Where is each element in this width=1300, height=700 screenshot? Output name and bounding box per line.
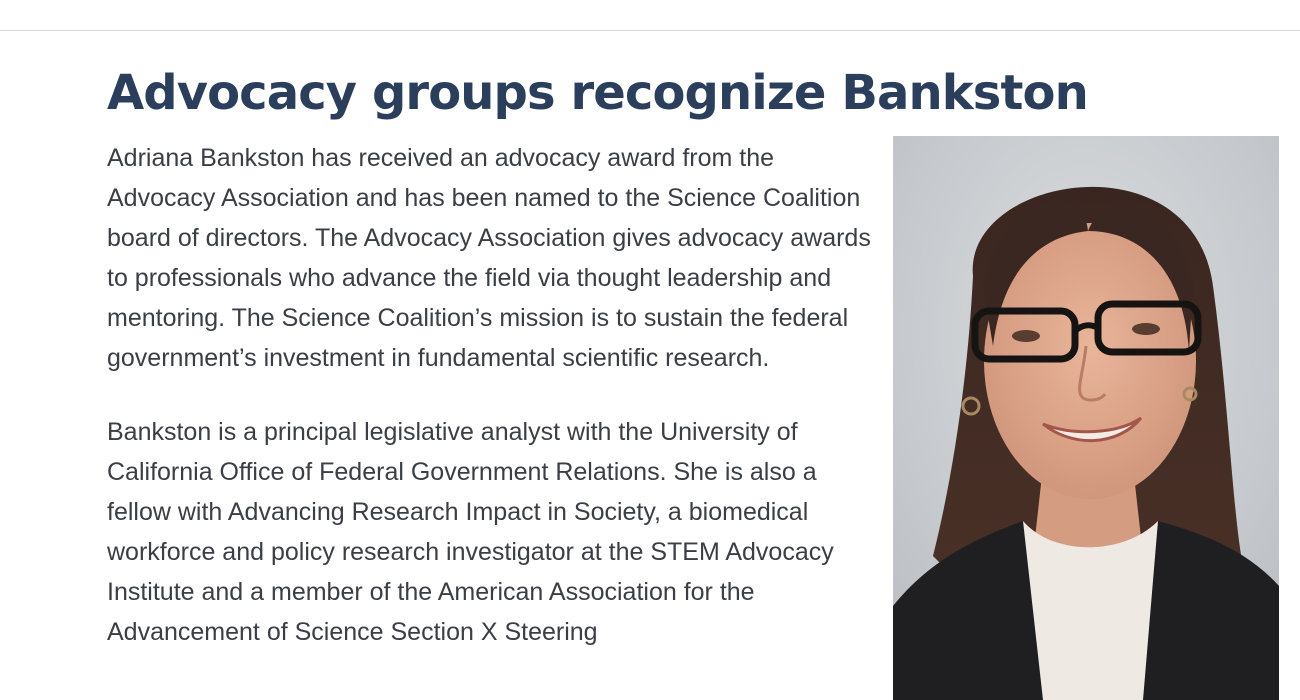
article-paragraph-1: Adriana Bankston has received an advocacy award from the Advocacy Association and has been named to the Science Coalition board of directors. The Advocacy Association gives advocacy awards to professionals who advance the field via thought leadership and mentoring. The Science Coalition’s mission is to sustain the federal government’s investment in fundamental scientific research.	[107, 144, 871, 372]
portrait-photo	[893, 136, 1279, 700]
article-paragraph-2: Bankston is a principal legislative analyst with the University of California Office of Federal Government Relations. She is also a fellow with Advancing Research Impact in Society, a biomedical workforce and policy research investigator at the STEM Advocacy Institute and a member of the American Association for the Advancement of Science Section X Steering	[107, 418, 834, 646]
article-title: Advocacy groups recognize Bankston	[107, 65, 1088, 121]
article-body	[107, 138, 872, 686]
header-divider	[0, 30, 1300, 31]
